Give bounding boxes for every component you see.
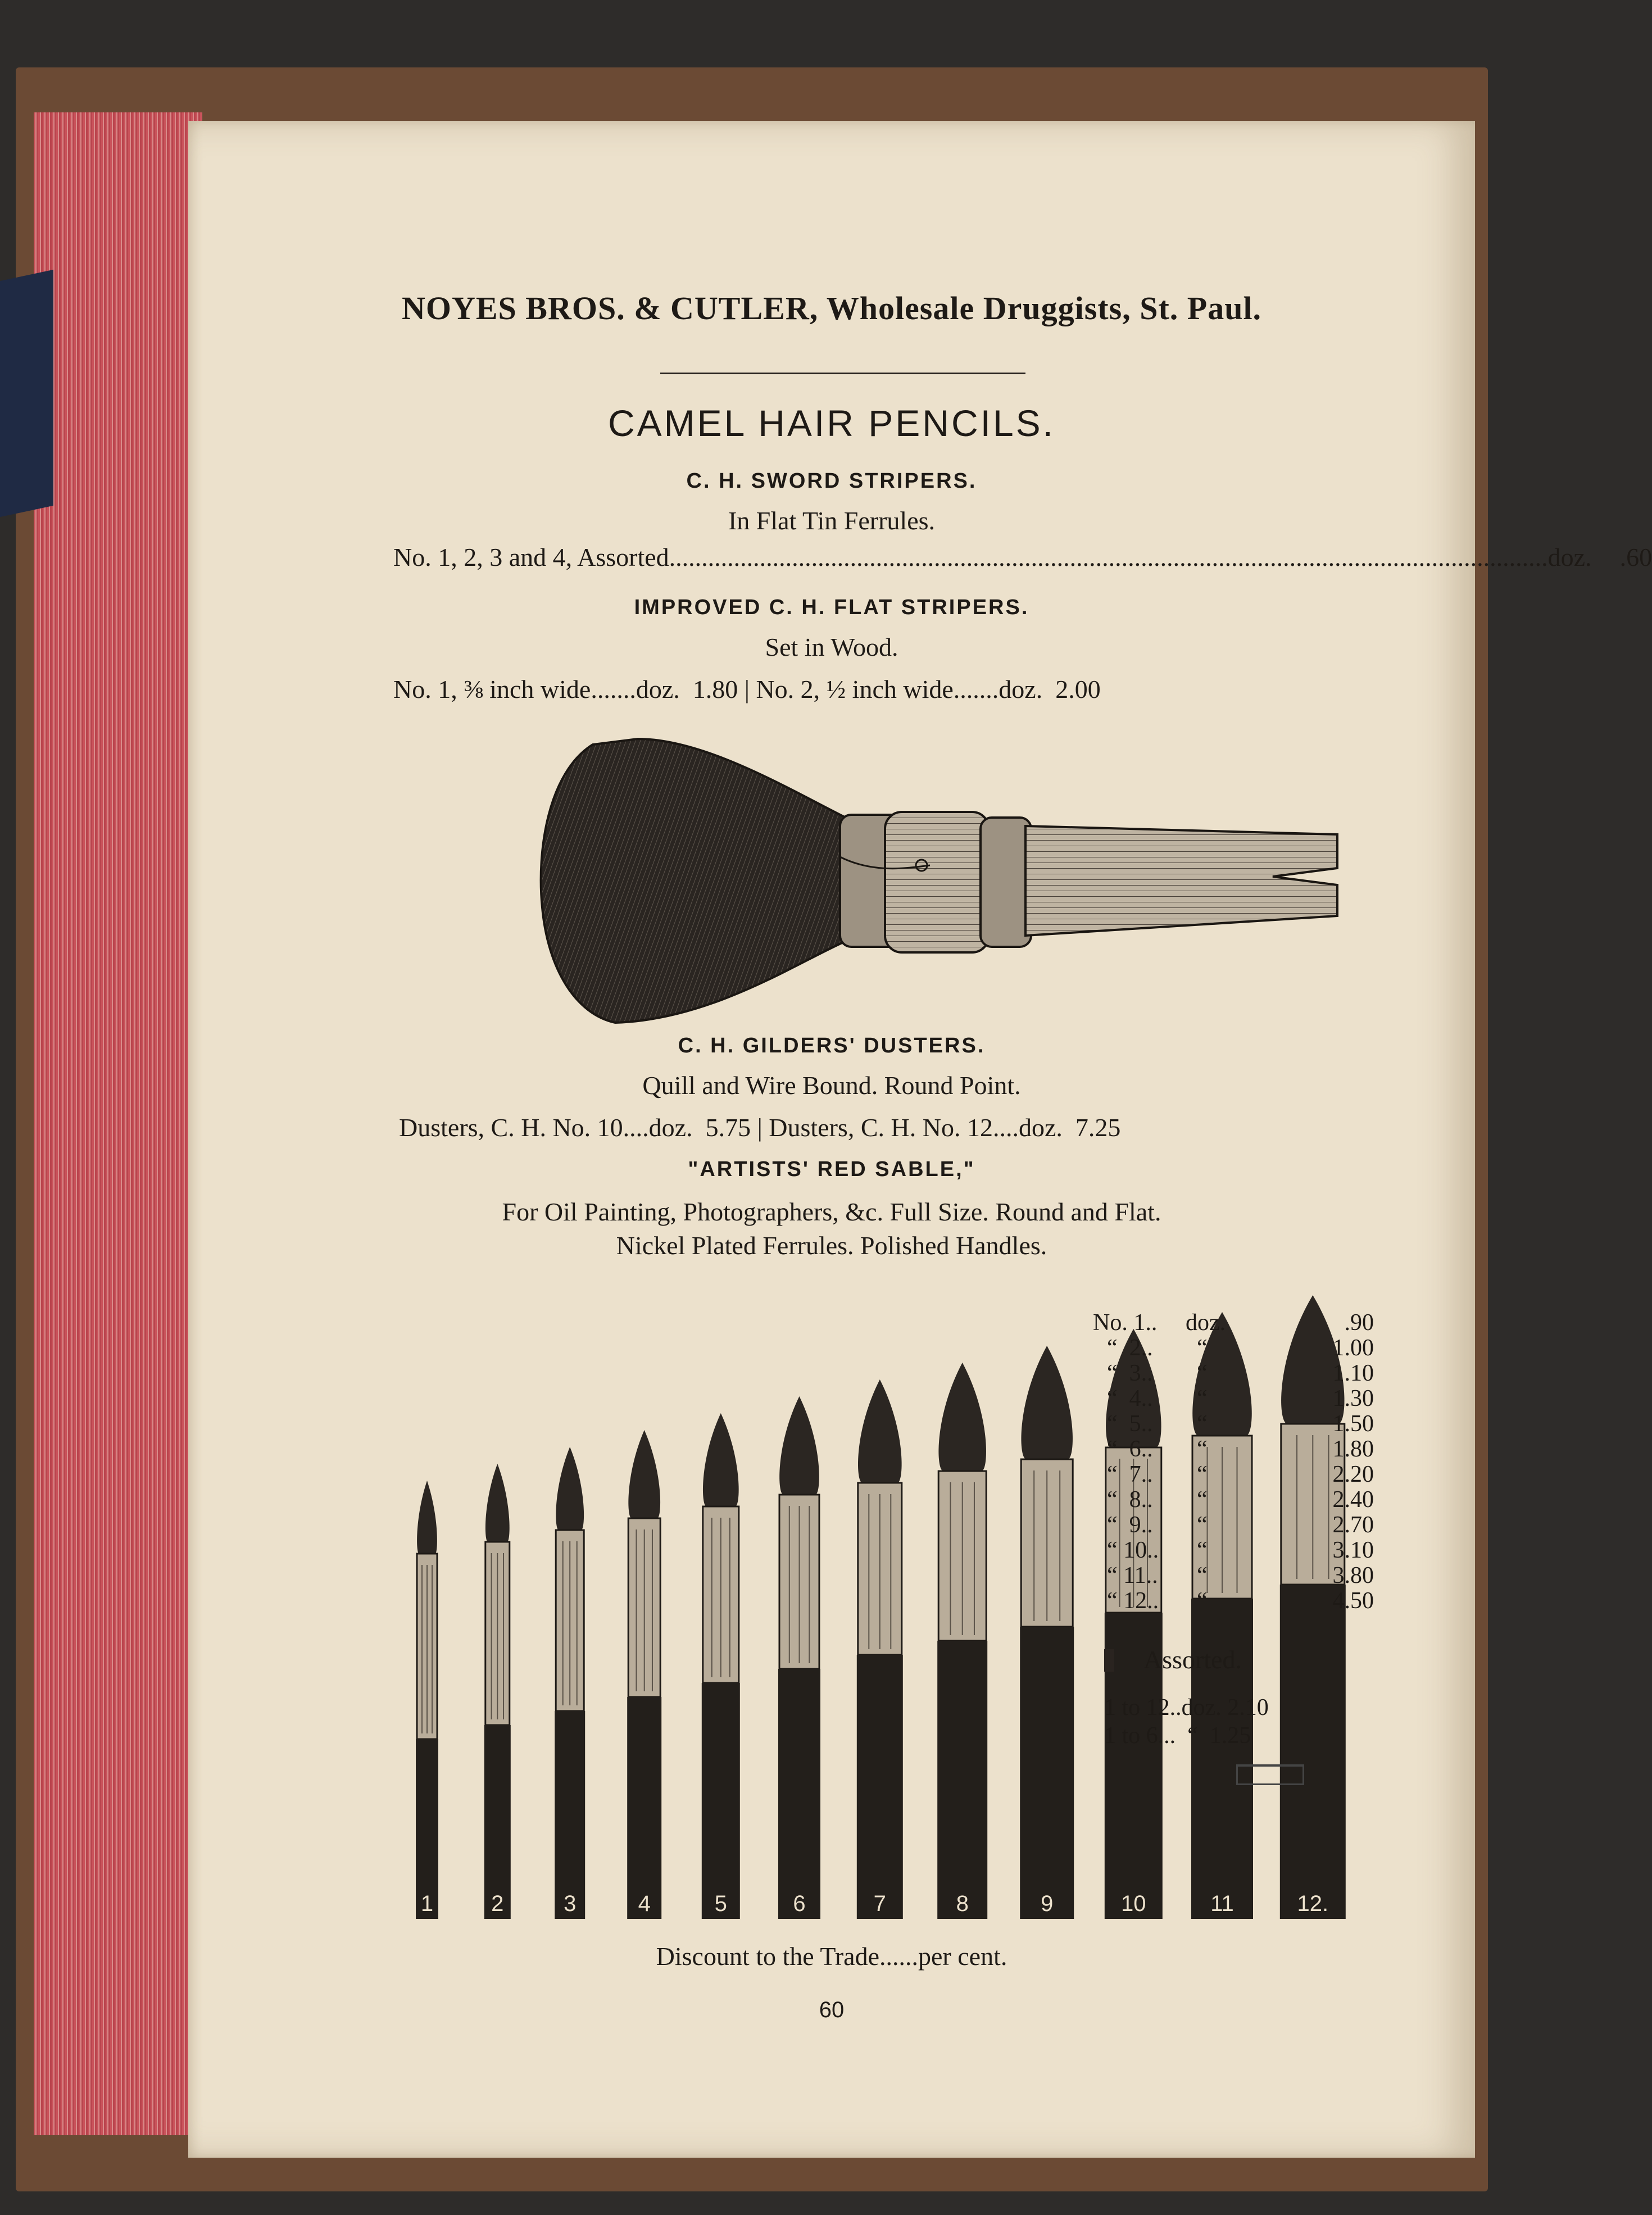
price-row-unit: “ bbox=[1197, 1461, 1208, 1487]
brush-2 bbox=[484, 1464, 511, 1919]
page-title: CAMEL HAIR PENCILS. bbox=[607, 402, 1056, 444]
price-row bbox=[1093, 1335, 1385, 1360]
price-row-number: “ 9.. bbox=[1107, 1512, 1153, 1538]
gilders-duster-illustration bbox=[525, 728, 1346, 1037]
brush-number-label: 6 bbox=[793, 1891, 806, 1916]
price-row bbox=[1093, 1486, 1385, 1512]
brush-number-label: 4 bbox=[638, 1891, 651, 1916]
price-row-price: .90 bbox=[1344, 1310, 1374, 1336]
brush-number-label: 3 bbox=[564, 1891, 577, 1916]
leader-dots: ........................................................................................................................................ bbox=[669, 543, 1548, 571]
price-row-unit: doz. bbox=[1186, 1310, 1226, 1336]
assorted-line-1: 1 to 12..doz. 2.10 bbox=[1104, 1695, 1269, 1721]
brush-number-label: 8 bbox=[956, 1891, 969, 1916]
brush-1 bbox=[416, 1481, 438, 1919]
brush-number-label: 1 bbox=[420, 1891, 434, 1916]
gilders-heading: C. H. GILDERS' DUSTERS. bbox=[678, 1034, 986, 1057]
artists-subheading-1: For Oil Painting, Photographers, &c. Full Size. Round and Flat. bbox=[502, 1197, 1161, 1226]
brush-number-label: 7 bbox=[873, 1891, 886, 1916]
price-row-price: 1.80 bbox=[1332, 1436, 1374, 1462]
price-row-price: 2.40 bbox=[1332, 1487, 1374, 1513]
brush-number-label: 2 bbox=[491, 1891, 504, 1916]
price-row-unit: “ bbox=[1197, 1487, 1208, 1513]
price-row-unit: “ bbox=[1197, 1537, 1208, 1563]
brush-8 bbox=[937, 1363, 987, 1919]
price-row bbox=[1093, 1385, 1385, 1410]
price-row-number: “ 11.. bbox=[1107, 1563, 1158, 1588]
price-row-number: “ 3.. bbox=[1107, 1360, 1153, 1386]
price-row-price: 1.50 bbox=[1332, 1411, 1374, 1437]
sword-price-line bbox=[393, 542, 1652, 572]
brush-number-label: 11 bbox=[1210, 1891, 1234, 1916]
brush-6 bbox=[778, 1396, 820, 1919]
assorted-label: Assorted. bbox=[1143, 1645, 1242, 1674]
brush-7 bbox=[857, 1379, 903, 1919]
brush-number-label: 10 bbox=[1121, 1891, 1146, 1916]
bookmark-ribbon bbox=[0, 270, 53, 517]
price-row bbox=[1093, 1562, 1385, 1587]
brush-4 bbox=[627, 1430, 661, 1919]
page-header: NOYES BROS. & CUTLER, Wholesale Druggists, St. Paul. bbox=[401, 290, 1262, 326]
price-row-price: 1.10 bbox=[1332, 1360, 1374, 1386]
artists-subheading-2: Nickel Plated Ferrules. Polished Handles. bbox=[616, 1231, 1047, 1260]
price-row-price: 3.80 bbox=[1332, 1563, 1374, 1588]
sword-item: No. 1, 2, 3 and 4, Assorted bbox=[393, 543, 669, 571]
price-row bbox=[1093, 1587, 1385, 1613]
price-row-unit: “ bbox=[1197, 1436, 1208, 1462]
header-rule bbox=[660, 373, 1025, 374]
sword-subheading: In Flat Tin Ferrules. bbox=[728, 506, 936, 535]
price-row-price: 3.10 bbox=[1332, 1537, 1374, 1563]
price-row-unit: “ bbox=[1197, 1386, 1208, 1411]
price-row-unit: “ bbox=[1197, 1588, 1208, 1614]
price-row-number: “ 8.. bbox=[1107, 1487, 1153, 1513]
price-row bbox=[1093, 1410, 1385, 1436]
price-row-unit: “ bbox=[1197, 1563, 1208, 1588]
page-number: 60 bbox=[819, 1998, 845, 2022]
flat-price-line: No. 1, ⅜ inch wide.......doz. 1.80 | No. 2, ½ inch wide.......doz. 2.00 bbox=[393, 675, 1101, 703]
flat-subheading: Set in Wood. bbox=[765, 633, 898, 661]
discount-line: Discount to the Trade......per cent. bbox=[656, 1942, 1007, 1971]
price-row-price: 4.50 bbox=[1332, 1588, 1374, 1614]
brush-number-label: 12. bbox=[1297, 1891, 1329, 1916]
price-row bbox=[1093, 1360, 1385, 1385]
artists-heading: "ARTISTS' RED SABLE," bbox=[688, 1158, 975, 1181]
brush-number-label: 5 bbox=[714, 1891, 727, 1916]
price-row bbox=[1093, 1461, 1385, 1486]
sword-price: .60 bbox=[1619, 543, 1652, 571]
price-row bbox=[1093, 1537, 1385, 1562]
price-row-number: “ 4.. bbox=[1107, 1386, 1153, 1411]
gilders-subheading: Quill and Wire Bound. Round Point. bbox=[642, 1071, 1021, 1100]
price-row-price: 2.20 bbox=[1332, 1461, 1374, 1487]
price-row-number: No. 1.. bbox=[1093, 1310, 1158, 1336]
price-row-unit: “ bbox=[1197, 1360, 1208, 1386]
price-row-number: “ 6.. bbox=[1107, 1436, 1153, 1462]
catalog-page bbox=[188, 121, 1652, 2158]
price-row-price: 1.30 bbox=[1332, 1386, 1374, 1411]
price-row-price: 1.00 bbox=[1332, 1335, 1374, 1361]
sword-heading: C. H. SWORD STRIPERS. bbox=[686, 469, 977, 493]
page-edges bbox=[34, 112, 202, 2135]
brush-5 bbox=[702, 1413, 740, 1919]
price-row-price: 2.70 bbox=[1332, 1512, 1374, 1538]
brush-number-label: 9 bbox=[1041, 1891, 1054, 1916]
price-row-number: “ 5.. bbox=[1107, 1411, 1153, 1437]
price-row-unit: “ bbox=[1197, 1335, 1208, 1361]
price-row-unit: “ bbox=[1197, 1512, 1208, 1538]
price-row bbox=[1093, 1309, 1385, 1335]
brush-9 bbox=[1020, 1346, 1074, 1919]
assorted-line-2: 1 to 6... “ 1.25 bbox=[1104, 1723, 1251, 1749]
price-row-number: “ 12.. bbox=[1107, 1588, 1159, 1614]
stamp-mark bbox=[1236, 1764, 1304, 1785]
price-row-number: “ 10.. bbox=[1107, 1537, 1159, 1563]
price-row-unit: “ bbox=[1197, 1411, 1208, 1437]
price-row-number: “ 7.. bbox=[1107, 1461, 1153, 1487]
assorted-mark bbox=[1104, 1649, 1114, 1672]
flat-heading: IMPROVED C. H. FLAT STRIPERS. bbox=[634, 596, 1029, 619]
price-row bbox=[1093, 1512, 1385, 1537]
brush-3 bbox=[555, 1447, 585, 1919]
price-row-number: “ 2.. bbox=[1107, 1335, 1153, 1361]
sword-unit: doz. bbox=[1547, 543, 1592, 571]
price-row bbox=[1093, 1436, 1385, 1461]
gilders-price-line: Dusters, C. H. No. 10....doz. 5.75 | Dusters, C. H. No. 12....doz. 7.25 bbox=[399, 1113, 1121, 1142]
